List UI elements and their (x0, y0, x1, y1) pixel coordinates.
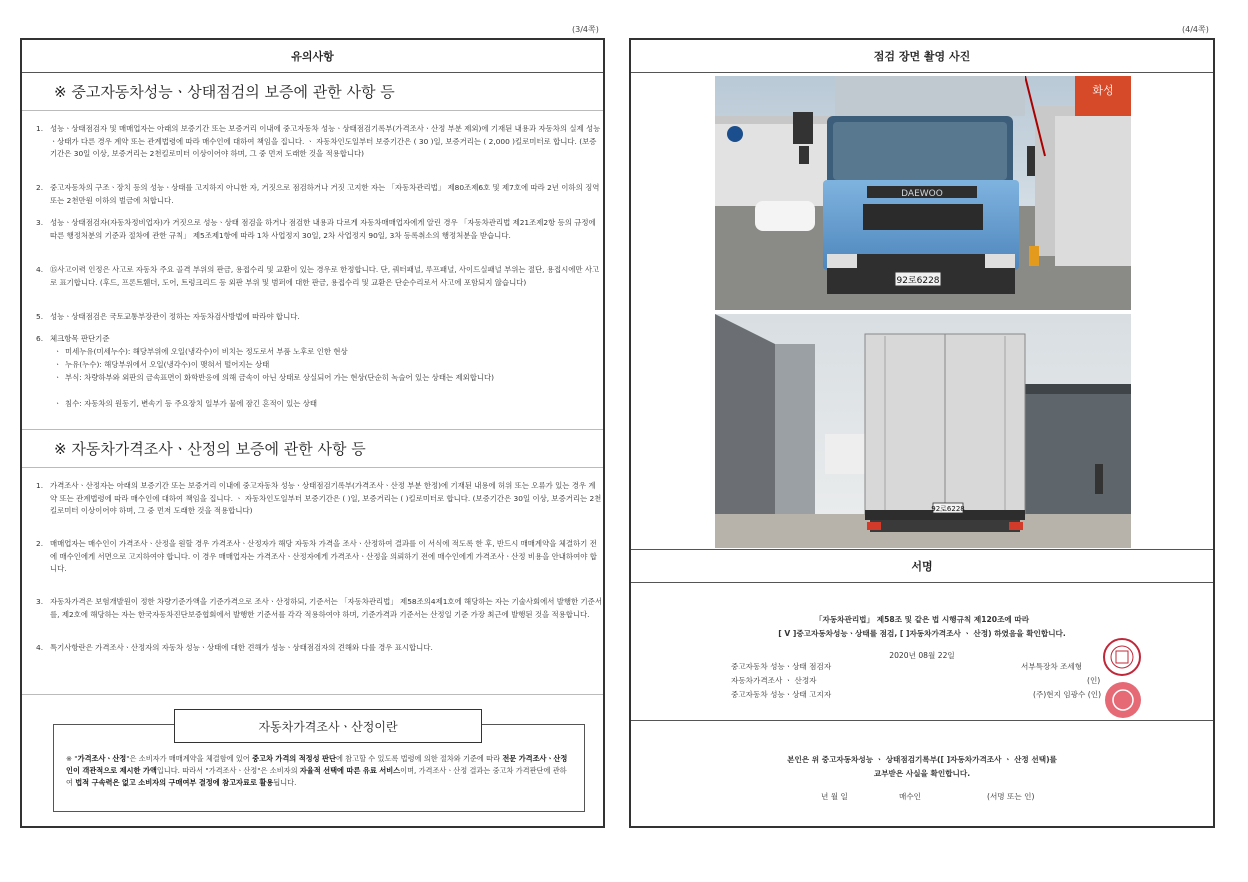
truck-front-image (715, 76, 1131, 310)
photo-sign-panel (629, 38, 1215, 828)
buyer-statement-line2: 교부받은 사실을 확인합니다. (873, 769, 971, 778)
sub-item: ㆍ 침수: 자동차의 원동기, 변속기 등 주요장치 일부가 물에 잠긴 흔적이 있는 상태 (54, 399, 318, 408)
truck-rear-photo (715, 314, 1131, 548)
seal-stamp-icon (1101, 636, 1143, 678)
buyer-role: 매수인 (899, 792, 922, 801)
truck-front-photo (715, 76, 1131, 310)
signer-role: 중고자동차 성능ㆍ상태 고지자 (731, 690, 832, 699)
list-item: 2. 중고자동차의 구조ㆍ장치 등의 성능ㆍ상태를 고지하지 아니한 자, 거짓으로 점검하거나 거짓 고지한 자는 「자동차관리법」 제80조제6호 및 제7호에 따라 2년 이하의 징역 또는 2천만원 이하의 벌금에 처합니다. (36, 183, 600, 205)
page-number-left: (3/4쪽) (572, 25, 599, 34)
signer-role: 자동차가격조사 ㆍ 산정자 (731, 676, 817, 685)
notice-panel (20, 38, 605, 828)
list-item: 2. 매매업자는 매수인이 가격조사ㆍ산정을 원할 경우 가격조사ㆍ산정자가 해당 자동차 가격을 조사ㆍ산정하여 결과를 이 서식에 적도록 한 후, 반드시 매매계약을 체결하기 전에 매수인에게 서면으로 고지하여야 합니다. 이 경우 매매업자는 가격조사ㆍ산정자에게 가격조사ㆍ산정을 의뢰하기 전에 매수인에게 가격조사ㆍ산정 비용을 안내하여야 합니다. (36, 539, 597, 573)
section1-title: ※ 중고자동차성능ㆍ상태점검의 보증에 관한 사항 등 (22, 73, 603, 111)
photo-header: 점검 장면 촬영 사진 (631, 40, 1213, 73)
sign-statement-line2: [ V ]중고자동차성능ㆍ상태를 점검, [ ]자동차가격조사 ㆍ 산정) 하였음을 확인합니다. (778, 629, 1066, 638)
list-item: 4. 특기사항란은 가격조사ㆍ산정자의 자동차 성능ㆍ상태에 대한 견해가 성능ㆍ상태점검자의 견해와 다를 경우 표시합니다. (36, 643, 433, 652)
sub-item: ㆍ 부식: 차량하부와 외판의 금속표면이 화학반응에 의해 금속이 아닌 상태로 상실되어 가는 현상(단순히 녹슬어 있는 상태는 제외합니다) (54, 373, 495, 382)
list-item: 6. 체크항목 판단기준 (36, 334, 110, 343)
list-item: 5. 성능ㆍ상태점검은 국토교통부장관이 정하는 자동차검사방법에 따라야 합니다. (36, 312, 300, 321)
signer-name: 서부특장차 조세형 (1021, 662, 1083, 671)
svg-text:DAEWOO: DAEWOO (901, 189, 943, 199)
signer-name: (주)현지 임광수 (인) (1033, 690, 1102, 699)
sign-date: 2020년 08월 22일 (889, 651, 955, 660)
sign-header: 서명 (631, 550, 1213, 583)
shop-sign-text: 화성 (1092, 84, 1114, 97)
divider (631, 720, 1213, 721)
rear-plate-text: 92로6228 (931, 505, 965, 513)
buyer-sign: (서명 또는 인) (987, 792, 1035, 801)
notice-header: 유의사항 (22, 40, 603, 73)
section1-body (22, 111, 603, 429)
seal-stamp-icon (1103, 680, 1143, 720)
sub-item: ㆍ 누유(누수): 해당부위에서 오일(냉각수)이 맺혀서 떨어지는 상태 (54, 360, 270, 369)
list-item: 3. 자동차가격은 보험개발원이 정한 차량기준가액을 기준가격으로 조사ㆍ산정하되, 기준서는 「자동차관리법」 제58조의4제1호에 해당하는 자는 기술사회에서 발행한 기준서를, 제2호에 해당하는 자는 한국자동차진단보증협회에서 발행한 기준서를 각각 적용하여야 하며, 기준가격과 기준서는 산정일 기준 가장 최근에 발행된 것을 적용합니다. (36, 597, 602, 619)
list-item: 3. 성능ㆍ상태점검자(자동차정비업자)가 거짓으로 성능ㆍ상태 점검을 하거나 점검한 내용과 다르게 자동차매매업자에게 알린 경우 「자동차관리법 제21조제2항 등의 규정에 따른 행정처분의 기준과 절차에 관한 규칙」 제5조제1항에 따라 1차 사업정지 30일, 2차 사업정지 90일, 3차 등록취소의 행정처분을 받습니다. (36, 218, 596, 240)
signer-role: 중고자동차 성능ㆍ상태 점검자 (731, 662, 832, 671)
price-info-box-title: 자동차가격조사ㆍ산정이란 (174, 709, 482, 743)
buyer-date: 년 월 일 (821, 792, 848, 801)
signer-name: (인) (1087, 676, 1101, 685)
price-info-box (53, 719, 585, 812)
sign-statement-line1: 「자동차관리법」 제58조 및 같은 법 시행규칙 제120조에 따라 (814, 615, 1030, 624)
section2-title: ※ 자동차가격조사ㆍ산정의 보증에 관한 사항 등 (22, 429, 603, 468)
divider (22, 694, 603, 695)
front-plate-text: 92로6228 (896, 276, 940, 286)
buyer-statement-line1: 본인은 위 중고자동차성능 ㆍ 상태점검기록부([ ]자동차가격조사 ㆍ 산정 선택)를 (787, 755, 1057, 764)
price-info-box-text: ※ "가격조사ㆍ산정"은 소비자가 매매계약을 체결함에 있어 중고차 가격의 적정성 판단에 참고할 수 있도록 법령에 의한 절차와 기준에 따라 전문 가격조사ㆍ산정인이 객관적으로 제시한 가액입니다. 따라서 "가격조사ㆍ산정"은 소비자의 자율적 선택에 따른 유료 서비스이며, 가격조사ㆍ산정 결과는 중고차 가격판단에 관하여 법적 구속력은 없고 소비자의 구매여부 결정에 참고자료로 활용됩니다. (66, 754, 568, 787)
section2-body (22, 468, 603, 698)
list-item: 1. 가격조사ㆍ산정자는 아래의 보증기간 또는 보증거리 이내에 중고자동차 성능ㆍ상태점검기록부(가격조사ㆍ산정 부분 한정)에 기재된 내용에 허위 또는 오류가 있는 경우 계약 또는 관계법령에 따라 매수인에 대하여 책임을 집니다. ㆍ 자동차인도일부터 보증기간은 ( )일, 보증거리는 ( )킬로미터로 합니다. (보증기간은 30일 이상, 보증거리는 2천킬로미터 이상이어야 하며, 그 중 먼저 도래한 것을 적용합니다) (36, 481, 602, 515)
page-number-right: (4/4쪽) (1182, 25, 1209, 34)
list-item: 1. 성능ㆍ상태점검자 및 매매업자는 아래의 보증기간 또는 보증거리 이내에 중고자동차 성능ㆍ상태점검기록부(가격조사ㆍ산정 부분 제외)에 기재된 내용과 자동차의 실제 성능ㆍ상태가 다른 경우 계약 또는 관계법령에 따라 매수인에 대하여 책임을 집니다. ㆍ 자동차인도일부터 보증기간은 ( 30 )일, 보증거리는 ( 2,000 )킬로미터로 합니다. (보증기간은 30일 이상, 보증거리는 2천킬로미터 이상이어야 하며, 그 중 먼저 도래한 것을 적용합니다) (36, 124, 601, 158)
sub-item: ㆍ 미세누유(미세누수): 해당부위에 오일(냉각수)이 비치는 정도로서 부품 노후로 인한 현상 (54, 347, 348, 356)
list-item: 4. ⑮사고이력 인정은 사고로 자동차 주요 골격 부위의 판금, 용접수리 및 교환이 있는 경우로 한정합니다. 단, 쿼터패널, 루프패널, 사이드실패널 부위는 절단, 용접시에만 사고로 표기합니다. (후드, 프론트휀더, 도어, 트렁크리드 등 외판 부위 및 범퍼에 대한 판금, 용접수리 및 교환은 단순수리로서 사고에 포함되지 않습니다) (36, 265, 600, 287)
truck-rear-image (715, 314, 1131, 548)
